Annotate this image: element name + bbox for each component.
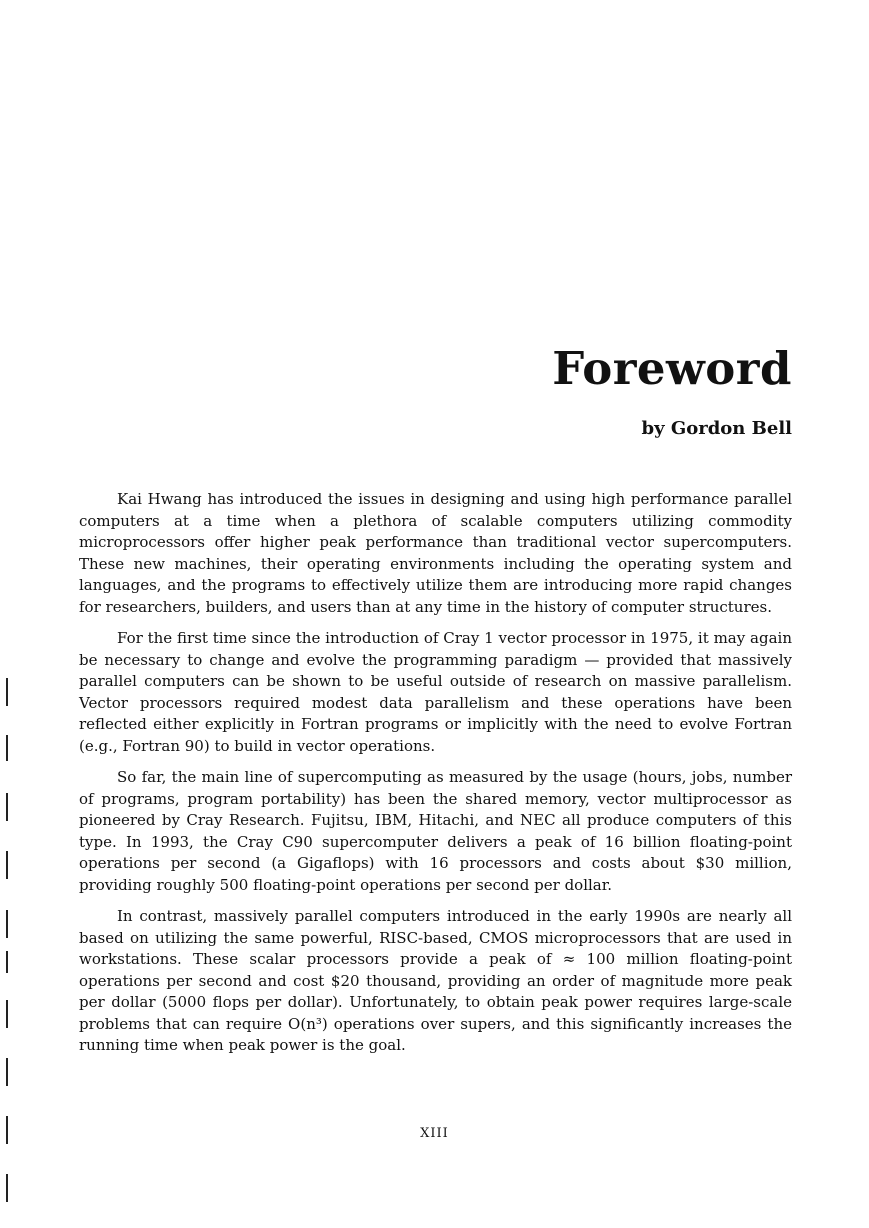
page-number: XIII <box>420 1126 449 1141</box>
margin-mark <box>6 678 8 706</box>
margin-mark <box>6 1174 8 1202</box>
margin-mark <box>6 910 8 938</box>
margin-mark <box>6 735 8 761</box>
paragraph: For the first time since the introduction of Cray 1 vector processor in 1975, it may again be necessary to change and evolve the programming paradigm — provided that massively parallel computers can be shown to be useful outside of research on massive parallelism. Vector processors required modest data parallelism and these operations have been reflected either explicitly in Fortran programs or implicitly with the need to evolve Fortran (e.g., Fortran 90) to build in vector operations. <box>79 629 792 755</box>
margin-mark <box>6 851 8 879</box>
body-text <box>79 489 792 1067</box>
paragraph: Kai Hwang has introduced the issues in designing and using high performance parallel computers at a time when a plethora of scalable computers utilizing commodity microprocessors offer higher peak performance than traditional vector supercomputers. These new machines, their operating environments including the operating system and languages, and the programs to effectively utilize them are introducing more rapid changes for researchers, builders, and users than at any time in the history of computer structures. <box>79 490 792 616</box>
margin-mark <box>6 1000 8 1028</box>
margin-mark <box>6 793 8 821</box>
author-byline: by Gordon Bell <box>641 418 792 439</box>
paragraph: So far, the main line of supercomputing as measured by the usage (hours, jobs, number of programs, program portability) has been the shared memory, vector multiprocessor as pioneered by Cray Research. Fujitsu, IBM, Hitachi, and NEC all produce computers of this type. In 1993, the Cray C90 supercomputer delivers a peak of 16 billion floating-point operations per second (a Gigaflops) with 16 processors and costs about $30 million, providing roughly 500 floating-point operations per second per dollar. <box>79 768 792 894</box>
margin-mark <box>6 1116 8 1144</box>
margin-mark <box>6 1058 8 1086</box>
paragraph: In contrast, massively parallel computers introduced in the early 1990s are nearly all based on utilizing the same powerful, RISC-based, CMOS microprocessors that are used in workstations. These scalar processors provide a peak of ≈ 100 million floating-point operations per second and cost $20 thousand, providing an order of magnitude more peak per dollar (5000 flops per dollar). Unfortunately, to obtain peak power requires large-scale problems that can require O(n³) operations over supers, and this significantly increases the running time when peak power is the goal. <box>79 907 792 1054</box>
page-title: Foreword <box>552 342 792 395</box>
margin-mark <box>6 951 8 973</box>
